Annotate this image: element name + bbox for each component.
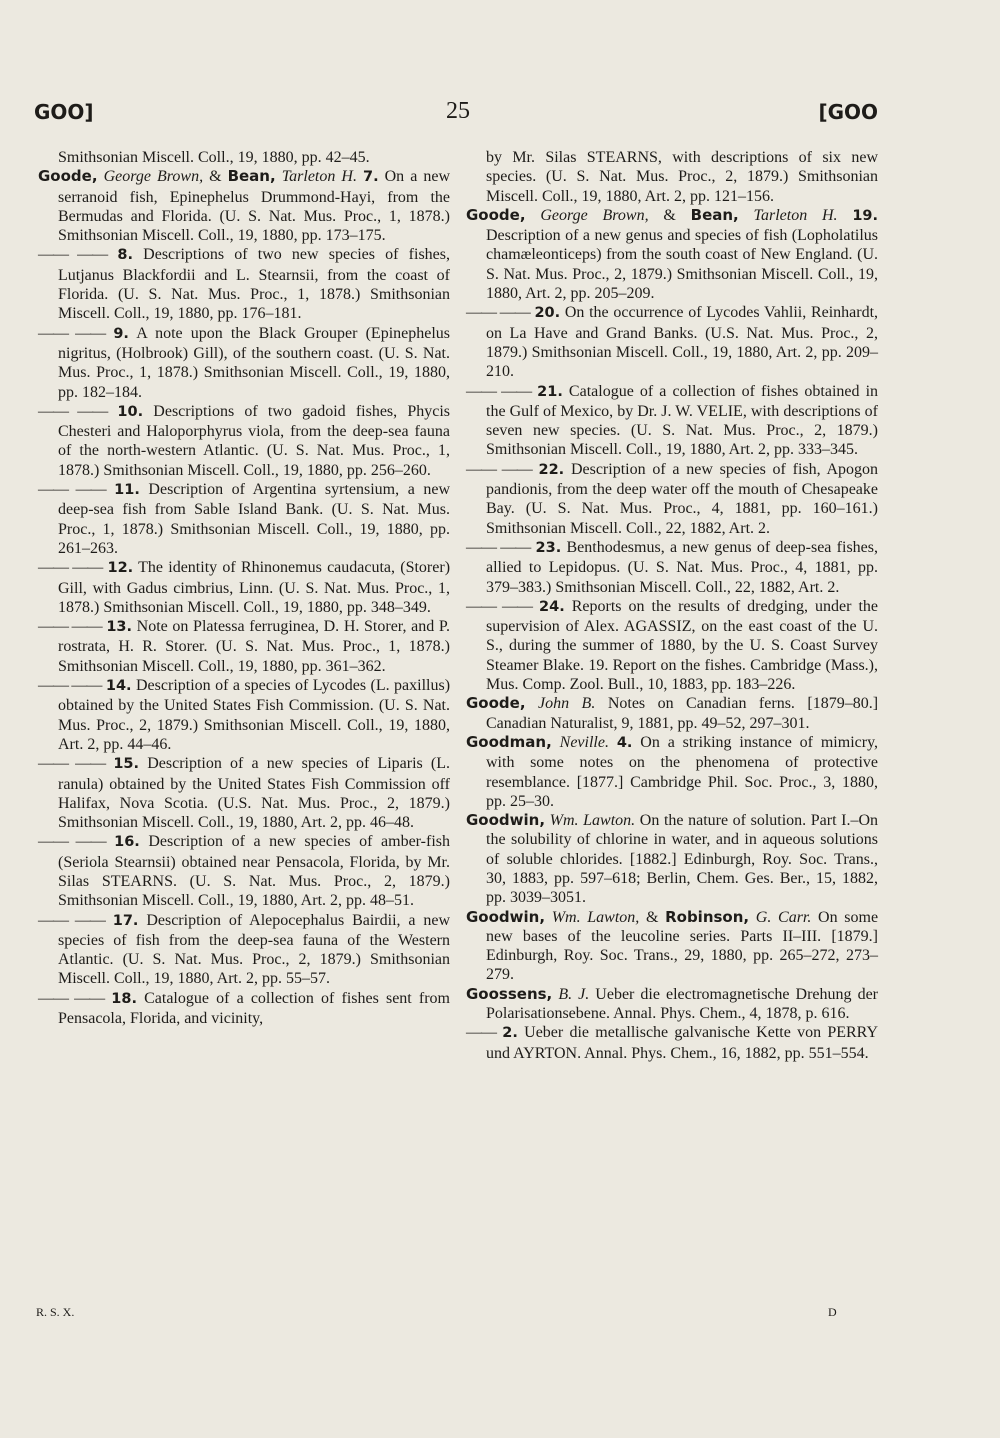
author-given-name: George Brown, [103, 168, 204, 186]
author-given-name: B. J. [558, 985, 590, 1003]
entry-text: Ueber die electromagnetische Drehung der Polarisationsebene. Annal. Phys. Chem., 4, 1878, p. 616. [486, 985, 878, 1023]
running-head-right: [GOO [818, 100, 878, 124]
entry-text: Benthodesmus, a new genus of deep-sea fishes, allied to Lepidopus. (U. S. Nat. Mus. Proc., 4, 1881, pp. 379–383.) Smithsonian Miscell. Coll., 22, 1882, Art. 2. [486, 538, 878, 596]
entry-text: Catalogue of a collection of fishes obtained in the Gulf of Mexico, by Dr. J. W. VELIE, with descriptions of seven new species. (U. S. Nat. Mus. Proc., 2, 1879.) Smithsonian Miscell. Coll., 19, 1880, Art. 2, pp. 333–345. [486, 382, 879, 459]
coauthor-name: Robinson, [665, 907, 750, 926]
bib-entry [38, 676, 450, 754]
author-name: Goodwin, [466, 811, 546, 830]
bib-entry [466, 733, 878, 811]
entry-text: On a new serranoid fish, Epinephelus Drummond-Hayi, from the Bermudas and Florida. (U. S. Nat. Mus. Proc., 1, 1878.) Smithsonian Miscell. Coll., 19, 1880, pp. 173–175. [58, 168, 450, 245]
bib-entry [466, 908, 878, 985]
left-column [38, 148, 450, 1028]
bib-entry [38, 167, 450, 245]
ditto-dash: —— —— [466, 460, 532, 478]
signature-mark: R. S. X. [36, 1305, 75, 1319]
bib-entry [466, 303, 878, 381]
bib-entry [38, 989, 450, 1029]
bib-entry [38, 245, 450, 323]
ditto-dash: —— —— [466, 597, 533, 615]
author-given-name: Wm. Lawton. [549, 812, 636, 830]
entry-text: On a striking instance of mimicry, with some notes on the phenomena of protective resemblance. [1877.] Cambridge Phil. Soc. Proc., 3, 1880, pp. 25–30. [486, 733, 879, 810]
ditto-dash: —— —— [38, 833, 106, 851]
entry-text: Catalogue of a collection of fishes sent from Pensacola, Florida, and vicinity, [58, 989, 450, 1028]
page-number: 25 [446, 98, 470, 124]
entry-text: Descriptions of two gadoid fishes, Phycis Chesteri and Haloporphyrus viola, from the deep-sea fauna of the north-western Atlantic. (U. S. Nat. Mus. Proc., 1, 1878.) Smithsonian Miscell. Coll., 19, 1880, pp. 256–260. [58, 402, 451, 479]
bib-entry [466, 148, 878, 206]
coauthor-given-name: G. Carr. [755, 908, 812, 926]
entry-number: 22. [538, 461, 565, 478]
bib-entry [466, 597, 878, 694]
ditto-dash: —— —— [38, 677, 102, 695]
running-head-left: GOO] [34, 100, 94, 124]
entry-number: 24. [539, 598, 565, 615]
bib-entry [38, 911, 450, 989]
entry-number: 15. [113, 756, 140, 773]
bib-entry [466, 538, 878, 597]
bib-entry [466, 985, 878, 1024]
ampersand: & [663, 206, 676, 224]
ditto-dash: —— —— [466, 304, 530, 322]
entry-number: 7. [362, 169, 379, 186]
author-name: Goode, [466, 694, 526, 713]
author-given-name: Neville. [559, 733, 609, 751]
coauthor-name: Bean, [690, 205, 739, 224]
ditto-dash: —— —— [38, 324, 106, 342]
gathering-letter: D [828, 1305, 837, 1319]
entry-number: 16. [114, 834, 140, 851]
entry-number: 21. [537, 383, 563, 400]
bib-entry [466, 694, 878, 733]
entry-number: 11. [114, 482, 140, 499]
author-name: Goodwin, [466, 907, 546, 926]
ditto-dash: —— [466, 1024, 496, 1042]
author-name: Goossens, [466, 984, 553, 1003]
bib-entry [466, 460, 878, 538]
coauthor-given-name: Tarleton H. [281, 168, 357, 186]
coauthor-name: Bean, [227, 167, 276, 186]
entry-text: On the nature of solution. Part I.–On the solubility of chlorine in water, and in aqueous solutions of soluble chlorides. [1882.] Edinburgh, Roy. Soc. Trans., 30, 1883, pp. 597–618; Berlin, Chem. Ges. Ber., 15, 1882, pp. 3039–3051. [486, 812, 879, 907]
entry-text: Ueber die metallische galvanische Kette von PERRY und AYRTON. Annal. Phys. Chem., 16, 1882, pp. 551–554. [486, 1024, 879, 1062]
bib-entry [38, 558, 450, 617]
entry-text: Description of a new species of amber-fish (Seriola Stearnsii) obtained near Pensacola, Florida, by Mr. Silas STEARNS. (U. S. Nat. Mus. Proc., 2, 1879.) Smithsonian Miscell. Coll., 19, 1880, Art. 2, pp. 48–51. [58, 833, 450, 910]
ditto-dash: —— —— [38, 911, 105, 929]
entry-text: Smithsonian Miscell. Coll., 19, 1880, pp. 42–45. [58, 149, 370, 166]
entry-text: On some new bases of the leucoline series. Parts II–III. [1879.] Edinburgh, Roy. Soc. Trans., 29, 1880, pp. 265–272, 273–279. [486, 908, 879, 984]
bib-entry [466, 206, 878, 303]
bib-entry [38, 832, 450, 910]
entry-number: 19. [852, 207, 879, 224]
entry-number: 17. [112, 912, 139, 929]
entry-number: 23. [535, 539, 562, 556]
entry-number: 9. [113, 325, 129, 342]
bib-entry [38, 402, 450, 480]
ditto-dash: —— —— [38, 755, 106, 773]
entry-text: Descriptions of two new species of fishes, Lutjanus Blackfordii and L. Stearnsii, from the coast of Florida. (U. S. Nat. Mus. Proc., 1, 1878.) Smithsonian Miscell. Coll., 19, 1880, pp. 176–181. [58, 246, 451, 323]
bib-entry [466, 1023, 878, 1063]
ditto-dash: —— —— [38, 618, 102, 636]
bib-entry [38, 617, 450, 676]
bib-entry [38, 148, 450, 167]
entry-number: 13. [106, 619, 132, 636]
entry-number: 14. [105, 678, 132, 695]
bib-entry [38, 480, 450, 558]
bib-entry [38, 754, 450, 832]
entry-text: by Mr. Silas STEARNS, with descriptions of six new species. (U. S. Nat. Mus. Proc., 2, 1879.) Smithsonian Miscell. Coll., 19, 1880, Art. 2, pp. 121–156. [486, 149, 878, 205]
author-given-name: John B. [538, 695, 596, 713]
ditto-dash: —— —— [38, 402, 108, 420]
ampersand: & [209, 168, 222, 186]
entry-number: 4. [616, 734, 633, 751]
author-name: Goode, [466, 205, 526, 224]
author-given-name: Wm. Lawton, [551, 908, 640, 926]
coauthor-given-name: Tarleton H. [753, 206, 838, 224]
bib-entry [466, 382, 878, 460]
entry-number: 18. [111, 990, 137, 1007]
entry-number: 2. [502, 1025, 518, 1042]
entry-number: 10. [117, 403, 144, 420]
entry-text: The identity of Rhinonemus caudacuta, (Storer) Gill, with Gadus cimbrius, Linn. (U. S. Nat. Mus. Proc., 1, 1878.) Smithsonian Miscell. Coll., 19, 1880, pp. 348–349. [58, 559, 451, 616]
entry-number: 12. [107, 560, 134, 577]
bib-entry [466, 811, 878, 907]
right-column [466, 148, 878, 1063]
entry-text: Description of a new species of Liparis (L. ranula) obtained by the United States Fish Commission off Halifax, Nova Scotia. (U.S. Nat. Mus. Proc., 2, 1879.) Smithsonian Miscell. Coll., 19, 1880, Art. 2, pp. 46–48. [58, 755, 451, 832]
author-given-name: George Brown, [540, 206, 649, 224]
ditto-dash: —— —— [466, 382, 532, 400]
entry-text: A note upon the Black Grouper (Epinephelus nigritus, (Holbrook) Gill), of the southern coast. (U. S. Nat. Mus. Proc., 1, 1878.) Smithsonian Miscell. Coll., 19, 1880, pp. 182–184. [58, 324, 451, 401]
entry-text: On the occurrence of Lycodes Vahlii, Reinhardt, on La Have and Grand Banks. (U.S. Nat. Mus. Proc., 2, 1879.) Smithsonian Miscell. Coll., 19, 1880, Art. 2, pp. 209–210. [486, 304, 879, 381]
ditto-dash: —— —— [466, 538, 531, 556]
entry-text: Description of a species of Lycodes (L. paxillus) obtained by the United States Fish Commission. (U. S. Nat. Mus. Proc., 2, 1879.) Smithsonian Miscell. Coll., 19, 1880, Art. 2, pp. 44–46. [58, 677, 451, 753]
ditto-dash: —— —— [38, 481, 106, 499]
ampersand: & [645, 908, 659, 926]
entry-number: 8. [117, 247, 133, 264]
entry-text: Note on Platessa ferruginea, D. H. Storer, and P. rostrata, H. R. Storer. (U. S. Nat. Mus. Proc., 1, 1878.) Smithsonian Miscell. Coll., 19, 1880, pp. 361–362. [58, 618, 451, 675]
entry-text: Description of Argentina syrtensium, a new deep-sea fish from Sable Island Bank. (U. S. Nat. Mus. Proc., 1, 1878.) Smithsonian Miscell. Coll., 19, 1880, pp. 261–263. [58, 481, 451, 557]
ditto-dash: —— —— [38, 246, 108, 264]
entry-text: Description of a new genus and species of fish (Lopholatilus chamæleonticeps) from the south coast of New England. (U. S. Nat. Mus. Proc., 2, 1879.) Smithsonian Miscell. Coll., 19, 1880, Art. 2, pp. 205–209. [486, 227, 878, 303]
entry-number: 20. [534, 305, 561, 322]
entry-text: Reports on the results of dredging, under the supervision of Alex. AGASSIZ, on the east coast of the U. S., during the summer of 1880, by the U. S. Coast Survey Steamer Blake. 19. Report on the fishes. Cambridge (Mass.), Mus. Comp. Zool. Bull., 10, 1883, pp. 183–226. [486, 597, 879, 694]
entry-text: Description of Alepocephalus Bairdii, a new species of fish from the deep-sea fauna of the Western Atlantic. (U. S. Nat. Mus. Proc., 2, 1879.) Smithsonian Miscell. Coll., 19, 1880, Art. 2, pp. 55–57. [58, 911, 451, 988]
entry-text: Notes on Canadian ferns. [1879–80.] Canadian Naturalist, 9, 1881, pp. 49–52, 297–301. [486, 695, 879, 732]
ditto-dash: —— —— [38, 989, 105, 1007]
author-name: Goodman, [466, 732, 552, 751]
author-name: Goode, [38, 167, 98, 186]
bib-entry [38, 324, 450, 402]
ditto-dash: —— —— [38, 559, 103, 577]
entry-text: Description of a new species of fish, Apogon pandionis, from the deep water off the mouth of Chesapeake Bay. (U. S. Nat. Mus. Proc., 4, 1881, pp. 160–161.) Smithsonian Miscell. Coll., 22, 1882, Art. 2. [486, 460, 879, 537]
